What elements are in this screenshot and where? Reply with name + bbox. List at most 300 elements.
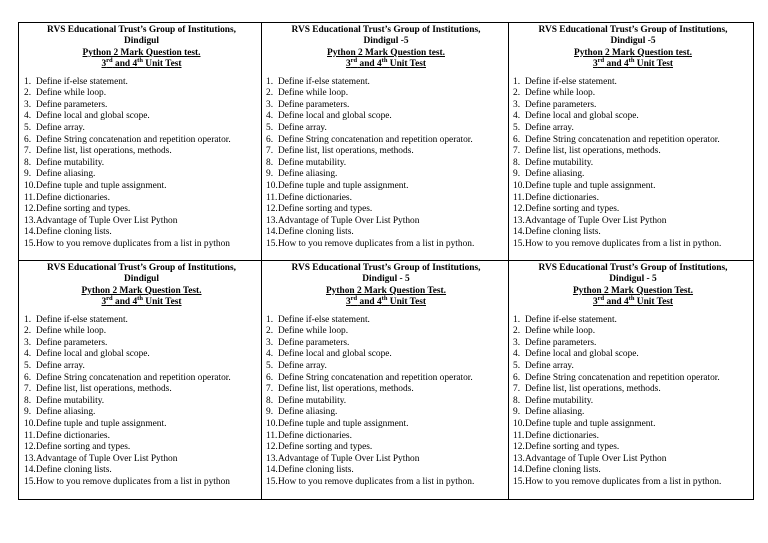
- question-number: 3.: [24, 337, 32, 348]
- institution-place: Dindigul: [124, 274, 159, 285]
- unit-number-b: and 4: [359, 59, 382, 70]
- question-item: [266, 431, 506, 443]
- question-text: Advantage of Tuple Over List Python: [278, 453, 420, 464]
- question-item: [266, 407, 506, 419]
- question-text: Define aliasing.: [278, 407, 338, 418]
- question-number: 13.: [513, 453, 525, 464]
- trust-name: RVS Educational Trust’s Group of Institutions,: [291, 25, 481, 35]
- test-title: Python 2 Mark Question test.: [82, 47, 201, 58]
- question-item: [24, 146, 259, 158]
- question-number: 2.: [24, 326, 32, 337]
- question-number: 3.: [513, 337, 521, 348]
- question-item: [513, 239, 753, 251]
- question-number: 8.: [266, 157, 274, 168]
- question-text: Define while loop.: [525, 88, 596, 99]
- question-number: 11.: [266, 430, 278, 441]
- unit-test-label: Unit Test: [389, 59, 427, 70]
- ordinal-suffix-th: th: [628, 57, 635, 65]
- question-text: Define while loop.: [36, 88, 107, 99]
- question-item: [24, 158, 259, 170]
- question-text: Define aliasing.: [525, 169, 585, 180]
- question-text: Define array.: [36, 361, 85, 371]
- question-text: Define sorting and types.: [36, 442, 131, 453]
- question-item: [513, 326, 753, 338]
- question-number: 14.: [24, 227, 36, 238]
- unit-number-b: and 4: [606, 59, 629, 70]
- question-number: 14.: [513, 227, 525, 238]
- question-number: 12.: [513, 204, 525, 215]
- question-item: [266, 239, 506, 251]
- unit-test-label: Unit Test: [389, 297, 427, 308]
- question-text: Define list, list operations, methods.: [36, 146, 172, 157]
- trust-name: RVS Educational Trust’s Group of Institutions,: [47, 263, 236, 273]
- question-text: Define String concatenation and repetition operator.: [36, 372, 231, 383]
- question-text: Define aliasing.: [278, 169, 338, 180]
- question-text: Define while loop.: [278, 88, 349, 99]
- question-sheet: [18, 22, 754, 500]
- question-item: [513, 419, 753, 431]
- question-item: [24, 373, 259, 385]
- card-header: [24, 263, 259, 309]
- ordinal-suffix-rd: rd: [350, 295, 358, 303]
- question-number: 4.: [266, 111, 274, 122]
- card-header: [513, 25, 753, 71]
- question-item: [266, 204, 506, 216]
- question-number: 12.: [24, 442, 36, 453]
- question-item: [513, 407, 753, 419]
- question-item: [513, 373, 753, 385]
- ordinal-suffix-rd: rd: [106, 57, 113, 65]
- question-item: [513, 216, 753, 228]
- question-text: Define parameters.: [36, 99, 108, 110]
- question-number: 2.: [24, 88, 32, 99]
- question-number: 12.: [24, 204, 36, 215]
- question-item: [24, 454, 259, 466]
- test-title: Python 2 Mark Question test.: [327, 47, 445, 58]
- question-number: 12.: [266, 442, 278, 453]
- question-text: Define dictionaries.: [525, 430, 599, 441]
- question-number: 1.: [24, 314, 32, 325]
- question-item: [24, 384, 259, 396]
- question-text: Define tuple and tuple assignment.: [278, 418, 409, 429]
- question-item: [513, 88, 753, 100]
- question-item: [266, 396, 506, 408]
- question-item: [24, 204, 259, 216]
- question-text: Define if-else statement.: [36, 314, 128, 325]
- question-item: [266, 419, 506, 431]
- question-number: 3.: [266, 337, 274, 348]
- question-item: [24, 396, 259, 408]
- question-item: [513, 338, 753, 350]
- test-title: Python 2 Mark Question Test.: [81, 285, 202, 296]
- question-item: [24, 77, 259, 89]
- question-item: [266, 338, 506, 350]
- unit-test-line: [266, 297, 506, 308]
- institution-place: Dindigul -5: [363, 36, 409, 47]
- institution-place: Dindigul -5: [610, 36, 656, 47]
- unit-number-b: and 4: [606, 297, 629, 308]
- question-item: [24, 361, 259, 373]
- question-item: [24, 216, 259, 228]
- question-item: [513, 396, 753, 408]
- question-number: 1.: [24, 76, 32, 87]
- question-number: 14.: [266, 227, 278, 238]
- question-item: [513, 123, 753, 135]
- question-text: Define list, list operations, methods.: [36, 384, 172, 395]
- question-text: Define String concatenation and repetition operator.: [278, 372, 473, 383]
- question-item: [513, 465, 753, 477]
- question-text: Define aliasing.: [525, 407, 585, 418]
- question-number: 15.: [266, 476, 278, 487]
- question-item: [24, 135, 259, 147]
- question-text: Define list, list operations, methods.: [278, 146, 414, 157]
- question-text: Define parameters.: [525, 99, 597, 110]
- question-item: [513, 477, 753, 489]
- question-text: Define mutability.: [36, 395, 105, 406]
- question-text: Define array.: [278, 123, 327, 133]
- question-text: Define sorting and types.: [278, 204, 373, 215]
- question-item: [513, 158, 753, 170]
- question-text: Advantage of Tuple Over List Python: [525, 215, 667, 226]
- ordinal-suffix-th: th: [137, 295, 143, 303]
- question-item: [266, 315, 506, 327]
- unit-number-b: and 4: [115, 297, 138, 308]
- question-item: [266, 373, 506, 385]
- ordinal-suffix-th: th: [137, 57, 143, 65]
- question-number: 7.: [24, 146, 32, 157]
- question-text: Define local and global scope.: [36, 111, 150, 122]
- question-text: How to you remove duplicates from a list in python: [36, 476, 230, 487]
- question-text: Define parameters.: [36, 337, 108, 348]
- question-item: [266, 100, 506, 112]
- question-text: Define cloning lists.: [525, 227, 601, 238]
- question-number: 7.: [266, 384, 274, 395]
- question-text: Define cloning lists.: [36, 465, 112, 476]
- question-item: [24, 181, 259, 193]
- question-number: 8.: [24, 395, 32, 406]
- question-number: 11.: [24, 192, 36, 203]
- question-item: [513, 431, 753, 443]
- question-list: [513, 315, 753, 489]
- question-item: [266, 477, 506, 489]
- unit-number-a: 3: [592, 297, 598, 308]
- unit-test-line: [24, 59, 259, 70]
- question-number: 7.: [24, 384, 32, 395]
- question-number: 8.: [513, 395, 521, 406]
- question-text: How to you remove duplicates from a list in python.: [278, 238, 475, 249]
- question-number: 9.: [24, 407, 32, 418]
- test-title: Python 2 Mark Question test.: [574, 47, 692, 58]
- question-item: [513, 169, 753, 181]
- unit-number-a: 3: [101, 59, 107, 70]
- question-text: Define while loop.: [525, 326, 596, 337]
- unit-number-b: and 4: [115, 59, 138, 70]
- question-card: [261, 23, 508, 251]
- question-item: [24, 349, 259, 361]
- question-number: 4.: [24, 349, 32, 360]
- question-card: [19, 23, 261, 251]
- question-number: 10.: [266, 180, 278, 191]
- card-header: [24, 25, 259, 71]
- question-item: [266, 123, 506, 135]
- question-item: [266, 146, 506, 158]
- question-number: 15.: [266, 238, 278, 249]
- question-number: 9.: [513, 169, 521, 180]
- question-item: [24, 239, 259, 251]
- question-item: [266, 227, 506, 239]
- question-number: 13.: [24, 453, 36, 464]
- ordinal-suffix-th: th: [381, 295, 388, 303]
- question-text: Define list, list operations, methods.: [525, 384, 661, 395]
- unit-test-label: Unit Test: [636, 297, 674, 308]
- question-item: [513, 146, 753, 158]
- question-item: [266, 349, 506, 361]
- question-text: Define tuple and tuple assignment.: [36, 418, 167, 429]
- question-number: 4.: [513, 349, 521, 360]
- card-header: [513, 263, 753, 309]
- question-number: 6.: [266, 372, 274, 383]
- question-item: [24, 477, 259, 489]
- question-number: 2.: [513, 326, 521, 337]
- question-text: Define list, list operations, methods.: [525, 146, 661, 157]
- question-item: [513, 454, 753, 466]
- question-number: 1.: [513, 76, 521, 87]
- question-text: Define dictionaries.: [278, 192, 352, 203]
- question-item: [24, 442, 259, 454]
- question-text: Define dictionaries.: [525, 192, 599, 203]
- question-item: [266, 181, 506, 193]
- question-item: [24, 431, 259, 443]
- unit-test-line: [513, 297, 753, 308]
- question-text: Define sorting and types.: [525, 204, 620, 215]
- question-item: [266, 158, 506, 170]
- question-item: [266, 384, 506, 396]
- question-text: How to you remove duplicates from a list in python.: [525, 476, 722, 487]
- question-text: Define String concatenation and repetition operator.: [36, 134, 231, 145]
- question-number: 8.: [513, 157, 521, 168]
- question-number: 3.: [513, 99, 521, 110]
- question-text: Define local and global scope.: [525, 349, 639, 360]
- question-item: [24, 123, 259, 135]
- ordinal-suffix-rd: rd: [350, 57, 358, 65]
- ordinal-suffix-rd: rd: [597, 57, 605, 65]
- question-number: 5.: [513, 361, 521, 371]
- question-text: Advantage of Tuple Over List Python: [36, 453, 178, 464]
- question-list: [24, 77, 259, 251]
- question-number: 14.: [24, 465, 36, 476]
- question-text: Define tuple and tuple assignment.: [525, 418, 656, 429]
- question-text: Define parameters.: [278, 337, 350, 348]
- question-item: [513, 193, 753, 205]
- question-text: Define parameters.: [525, 337, 597, 348]
- question-number: 2.: [266, 88, 274, 99]
- question-number: 13.: [24, 215, 36, 226]
- question-number: 10.: [24, 418, 36, 429]
- question-text: Define local and global scope.: [525, 111, 639, 122]
- question-text: Define list, list operations, methods.: [278, 384, 414, 395]
- question-number: 7.: [513, 146, 521, 157]
- question-text: Define dictionaries.: [36, 430, 110, 441]
- question-text: Define while loop.: [278, 326, 349, 337]
- question-text: Define String concatenation and repetition operator.: [278, 134, 473, 145]
- question-number: 7.: [513, 384, 521, 395]
- question-text: Define sorting and types.: [525, 442, 620, 453]
- question-number: 9.: [24, 169, 32, 180]
- question-number: 6.: [266, 134, 274, 145]
- card-header: [266, 25, 506, 71]
- question-number: 13.: [266, 453, 278, 464]
- question-item: [513, 442, 753, 454]
- question-item: [24, 169, 259, 181]
- question-text: Define cloning lists.: [278, 227, 354, 238]
- question-number: 15.: [24, 238, 36, 249]
- question-item: [266, 135, 506, 147]
- question-text: How to you remove duplicates from a list in python.: [525, 238, 722, 249]
- question-text: Define sorting and types.: [36, 204, 131, 215]
- question-item: [266, 465, 506, 477]
- unit-test-label: Unit Test: [145, 59, 182, 70]
- question-card: [19, 261, 261, 489]
- question-number: 5.: [513, 123, 521, 133]
- question-text: Define dictionaries.: [278, 430, 352, 441]
- question-item: [266, 88, 506, 100]
- question-number: 7.: [266, 146, 274, 157]
- question-item: [513, 111, 753, 123]
- question-text: Define cloning lists.: [36, 227, 112, 238]
- trust-name: RVS Educational Trust’s Group of Institutions,: [538, 25, 728, 35]
- question-card: [508, 261, 755, 489]
- question-text: Define dictionaries.: [36, 192, 110, 203]
- question-number: 4.: [513, 111, 521, 122]
- unit-number-a: 3: [345, 297, 351, 308]
- question-number: 1.: [266, 314, 274, 325]
- question-number: 6.: [24, 372, 32, 383]
- question-card: [261, 261, 508, 489]
- question-number: 14.: [266, 465, 278, 476]
- question-number: 10.: [513, 180, 525, 191]
- question-number: 12.: [266, 204, 278, 215]
- question-text: Define tuple and tuple assignment.: [525, 180, 656, 191]
- question-number: 1.: [513, 314, 521, 325]
- question-number: 10.: [266, 418, 278, 429]
- question-text: Define sorting and types.: [278, 442, 373, 453]
- question-item: [513, 135, 753, 147]
- test-title: Python 2 Mark Question Test.: [572, 285, 694, 296]
- question-number: 5.: [266, 123, 274, 133]
- question-text: Define String concatenation and repetition operator.: [525, 372, 720, 383]
- question-number: 5.: [24, 123, 32, 133]
- question-item: [24, 227, 259, 239]
- question-text: Define if-else statement.: [278, 314, 370, 325]
- question-item: [513, 384, 753, 396]
- question-item: [266, 111, 506, 123]
- question-text: Define if-else statement.: [525, 314, 617, 325]
- question-item: [266, 193, 506, 205]
- question-item: [24, 407, 259, 419]
- question-item: [266, 216, 506, 228]
- question-number: 13.: [513, 215, 525, 226]
- question-number: 6.: [513, 372, 521, 383]
- question-number: 4.: [266, 349, 274, 360]
- question-text: Advantage of Tuple Over List Python: [36, 215, 178, 226]
- question-item: [513, 204, 753, 216]
- question-number: 8.: [266, 395, 274, 406]
- question-number: 15.: [513, 476, 525, 487]
- question-text: Define while loop.: [36, 326, 107, 337]
- question-item: [513, 77, 753, 89]
- question-item: [266, 442, 506, 454]
- question-number: 1.: [266, 76, 274, 87]
- question-number: 11.: [513, 430, 525, 441]
- question-number: 12.: [513, 442, 525, 453]
- question-text: Define local and global scope.: [278, 111, 392, 122]
- question-item: [24, 419, 259, 431]
- question-number: 5.: [266, 361, 274, 371]
- question-number: 6.: [513, 134, 521, 145]
- unit-number-a: 3: [592, 59, 598, 70]
- question-item: [513, 227, 753, 239]
- question-item: [24, 100, 259, 112]
- question-item: [513, 100, 753, 112]
- question-item: [513, 181, 753, 193]
- question-number: 14.: [513, 465, 525, 476]
- question-item: [266, 326, 506, 338]
- question-number: 11.: [24, 430, 36, 441]
- question-text: Define cloning lists.: [525, 465, 601, 476]
- question-item: [513, 315, 753, 327]
- question-number: 2.: [266, 326, 274, 337]
- institution-place: Dindigul: [124, 36, 159, 47]
- question-text: Advantage of Tuple Over List Python: [278, 215, 420, 226]
- unit-test-label: Unit Test: [636, 59, 674, 70]
- ordinal-suffix-rd: rd: [597, 295, 605, 303]
- question-text: Define array.: [525, 123, 574, 133]
- institution-place: Dindigul - 5: [609, 274, 657, 285]
- question-text: Define array.: [525, 361, 574, 371]
- question-text: Define parameters.: [278, 99, 350, 110]
- question-number: 11.: [513, 192, 525, 203]
- ordinal-suffix-th: th: [628, 295, 635, 303]
- question-text: How to you remove duplicates from a list in python: [36, 238, 230, 249]
- unit-test-line: [266, 59, 506, 70]
- trust-name: RVS Educational Trust’s Group of Institutions,: [47, 25, 236, 35]
- question-item: [24, 315, 259, 327]
- question-number: 4.: [24, 111, 32, 122]
- question-list: [266, 77, 506, 251]
- question-list: [24, 315, 259, 489]
- question-text: Define mutability.: [36, 157, 105, 168]
- question-number: 2.: [513, 88, 521, 99]
- question-text: Define String concatenation and repetition operator.: [525, 134, 720, 145]
- unit-number-b: and 4: [359, 297, 382, 308]
- question-list: [266, 315, 506, 489]
- question-text: Define aliasing.: [36, 169, 96, 180]
- institution-place: Dindigul - 5: [362, 274, 410, 285]
- trust-name: RVS Educational Trust’s Group of Institutions,: [291, 263, 481, 273]
- question-text: Define mutability.: [525, 157, 594, 168]
- question-item: [24, 465, 259, 477]
- question-item: [24, 193, 259, 205]
- question-item: [24, 111, 259, 123]
- unit-number-a: 3: [345, 59, 351, 70]
- question-text: Define if-else statement.: [525, 76, 617, 87]
- question-text: Advantage of Tuple Over List Python: [525, 453, 667, 464]
- question-text: Define local and global scope.: [278, 349, 392, 360]
- question-number: 5.: [24, 361, 32, 371]
- question-text: Define array.: [278, 361, 327, 371]
- question-text: Define array.: [36, 123, 85, 133]
- question-number: 9.: [266, 169, 274, 180]
